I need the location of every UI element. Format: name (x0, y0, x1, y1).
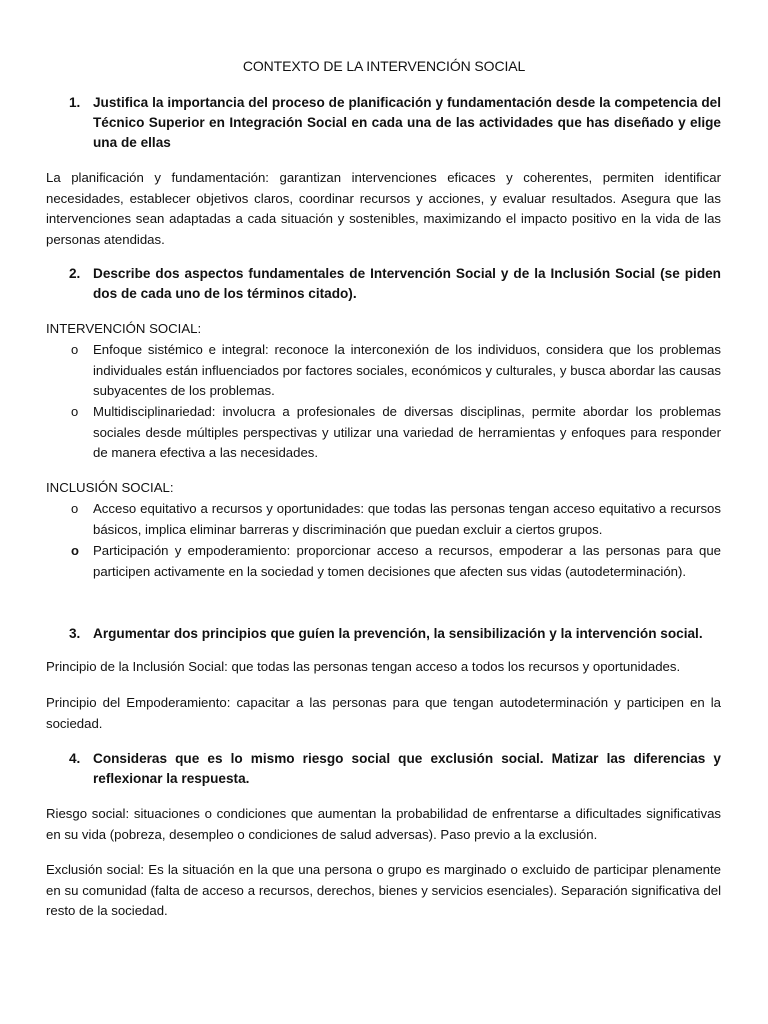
list-item-text: Enfoque sistémico e integral: reconoce la interconexión de los individuos, considera que los problemas individuales están influenciados por factores sociales, económicos y culturales, y busca abordar las causas subyacentes de los problemas. (93, 342, 721, 399)
list-item-text: Participación y empoderamiento: proporcionar acceso a recursos, empoderar a las personas para que participen activamente en la sociedad y tomen decisiones que afecten sus vidas (autodeterminación). (93, 543, 721, 579)
list-item (71, 402, 721, 464)
list-item (71, 541, 721, 582)
question-1 (69, 93, 721, 153)
question-3-text: Argumentar dos principios que guíen la prevención, la sensibilización y la intervención social. (93, 626, 703, 641)
answer-1: La planificación y fundamentación: garantizan intervenciones eficaces y coherentes, permiten identificar necesidades, establecer objetivos claros, coordinar recursos y acciones, y evaluar resultados. Asegura que las intervenciones sean adaptadas a cada situación y sostenibles, maximizando el impacto positivo en la vida de las personas atendidas. (46, 170, 721, 247)
question-3-number: 3. (69, 626, 81, 641)
answer-3-first: Principio de la Inclusión Social: que todas las personas tengan acceso a todos los recursos y oportunidades. (46, 659, 681, 674)
answer-3-second: Principio del Empoderamiento: capacitar a las personas para que tengan autodeterminación y participen en la sociedad. (46, 695, 721, 731)
question-3 (69, 624, 721, 644)
question-2 (69, 264, 721, 304)
bullet-icon: o (71, 501, 79, 516)
bullet-icon: o (71, 404, 79, 419)
list-item (71, 499, 721, 540)
bullet-icon: o (71, 342, 79, 357)
question-2-text: Describe dos aspectos fundamentales de Intervención Social y de la Inclusión Social (se piden dos de cada uno de los términos citado). (93, 266, 721, 301)
intervencion-social-label: INTERVENCIÓN SOCIAL: (46, 321, 202, 336)
question-4 (69, 749, 721, 789)
bullet-icon: o (71, 543, 79, 558)
answer-4-riesgo: Riesgo social: situaciones o condiciones que aumentan la probabilidad de enfrentarse a dificultades significativas en su vida (pobreza, desempleo o condiciones de salud adversas). Paso previo a la exclusión. (46, 806, 721, 842)
list-item-text: Multidisciplinariedad: involucra a profesionales de diversas disciplinas, permite abordar los problemas sociales desde múltiples perspectivas y utilizar una variedad de herramientas y enfoques para responder de manera efectiva a las necesidades. (93, 404, 721, 461)
list-item (71, 340, 721, 402)
document-title: CONTEXTO DE LA INTERVENCIÓN SOCIAL (242, 58, 526, 74)
list-item-text: Acceso equitativo a recursos y oportunidades: que todas las personas tengan acceso equitativo a recursos básicos, implica eliminar barreras y discriminación que puedan excluir a ciertos grupos. (93, 501, 721, 537)
answer-4-exclusion: Exclusión social: Es la situación en la que una persona o grupo es marginado o excluido de participar plenamente en su comunidad (falta de acceso a recursos, derechos, bienes y servicios esenciales). Separación significativa del resto de la sociedad. (46, 862, 721, 919)
question-4-text: Consideras que es lo mismo riesgo social que exclusión social. Matizar las diferencias y reflexionar la respuesta. (93, 751, 721, 786)
question-4-number: 4. (69, 751, 81, 766)
question-1-number: 1. (69, 95, 81, 110)
question-2-number: 2. (69, 266, 81, 281)
inclusion-social-label: INCLUSIÓN SOCIAL: (46, 480, 174, 495)
question-1-text: Justifica la importancia del proceso de planificación y fundamentación desde la competencia del Técnico Superior en Integración Social en cada una de las actividades que has diseñado y elige una de ellas (93, 95, 721, 150)
